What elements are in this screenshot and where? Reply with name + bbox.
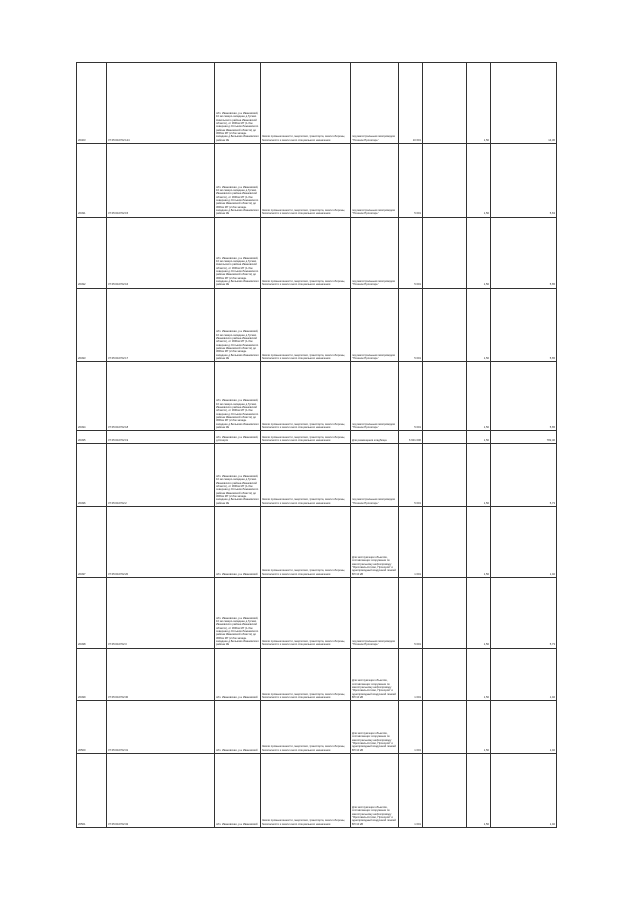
permitted-use-cell: Для эксплуатации объектов, составляющих сооружение по магистральному нефтепроводу "Ярославль-Кстово, Прохоров" и однопроводный воздушной линией ВЛ 10 кВ <box>351 754 399 828</box>
cadastral-number: 37:05:010702:17 <box>107 288 215 362</box>
rate-cell: 1,50 <box>467 577 491 648</box>
sum-cell: 5,65 <box>491 217 557 288</box>
land-category-cell: Земли промышленности, энергетики, транспорта, земли обороны, безопасности и земли иного специального назначения <box>261 701 351 754</box>
sum-cell: 1,02 <box>491 754 557 828</box>
row-number: 20501 <box>77 754 107 828</box>
rate-cell: 1,50 <box>467 754 491 828</box>
table-row <box>77 431 557 444</box>
address-cell: обл. Ивановская, р-н Ивановский <box>215 701 261 754</box>
address-cell: обл. Ивановская, р-н Ивановский, 10 км северо-западнее д.Гусево Ивановского района Ивановской области), от 36Ром МГ (1-бок северная д.Олтыков Лежневского района Ивановской области) до 36Ром МГ (2-бок западн. западнее д.Бельково Ивановского района Ив <box>215 288 261 362</box>
rate-cell: 1,50 <box>467 143 491 217</box>
table-row <box>77 143 557 217</box>
area-cell: 1 001 <box>399 507 423 578</box>
rate-cell: 1,50 <box>467 701 491 754</box>
sum-cell: 1,02 <box>491 507 557 578</box>
address-cell: обл. Ивановская, р-н Ивановский <box>215 648 261 701</box>
row-number: 20500 <box>77 701 107 754</box>
area-cell: 5 001 <box>399 362 423 431</box>
rate-cell: 1,50 <box>467 507 491 578</box>
permitted-use-cell: под магистральным газопроводом "Починок-Пролетарь" <box>351 143 399 217</box>
table-row <box>77 648 557 701</box>
area-cell: 5 001 <box>399 288 423 362</box>
cadastral-number: 37:05:010702:32 <box>107 754 215 828</box>
permitted-use-cell: под магистральным газопроводом "Починок-Пролетарь" <box>351 217 399 288</box>
table-row <box>77 63 557 144</box>
address-cell: обл. Ивановская, р-н Ивановский, 10 км северо-западнее д.Гусево Никольского района Ивановской области), от 36Ром МГ (1-бок северная д.Олтыков Лежневского района Ивановской области) до 36Ром МГ (2-бок западн. западнее д.Бельково Ивановского района Ив <box>215 63 261 144</box>
permitted-use-cell: под магистральным газопроводом "Починок-Пролетарь" <box>351 63 399 144</box>
land-category-cell: Земли промышленности, энергетики, транспорта, земли обороны, безопасности и земли иного специального назначения <box>261 754 351 828</box>
sum-cell: 5,73 <box>491 577 557 648</box>
area-cell: 5 001 <box>399 577 423 648</box>
row-number: 20493 <box>77 288 107 362</box>
row-number: 20491 <box>77 143 107 217</box>
value-cell <box>423 444 467 507</box>
value-cell <box>423 701 467 754</box>
cadastral-number: 37:05:010702:18 <box>107 362 215 431</box>
permitted-use-cell: под магистральным газопроводом "Починок-Пролетарь" <box>351 362 399 431</box>
rate-cell: 1,50 <box>467 362 491 431</box>
address-cell: обл. Ивановская, р-н Ивановский, 10 км северо-западнее д.Гусево Ивановского района Ивановской области), от 36Ром МГ (1-бок северная д.Олтыков Лежневского района Ивановской области) до 36Ром МГ (2-бок западн. западнее д.Бельково Ивановского района Ив <box>215 143 261 217</box>
address-cell: обл. Ивановская, р-н Ивановский, 10 км северо-западнее д.Гусево Ивановского района Ивановской области), от 36Ром МГ (1-бок северная д.Олтыков Лежневского района Ивановской области) до 36Ром МГ (2-бок западн. западнее д.Бельково Ивановского района Ив <box>215 577 261 648</box>
table-row <box>77 577 557 648</box>
table-row <box>77 754 557 828</box>
cadastral-number: 37:05:010702:124 <box>107 63 215 144</box>
land-category-cell: Земли промышленности, энергетики, транспорта, земли обороны, безопасности и земли иного специального назначения <box>261 143 351 217</box>
permitted-use-cell: Для эксплуатации объектов, составляющих сооружение по магистральному нефтепроводу "Ярославль-Кстово, Прохоров" и однопроводный воздушной линией ВЛ 10 кВ <box>351 701 399 754</box>
rate-cell: 1,50 <box>467 431 491 444</box>
value-cell <box>423 754 467 828</box>
row-number: 20499 <box>77 648 107 701</box>
sum-cell: 5,65 <box>491 288 557 362</box>
sum-cell: 5,63 <box>491 143 557 217</box>
area-cell: 1 001 <box>399 648 423 701</box>
land-category-cell: Земли промышленности, энергетики, транспорта, земли обороны, безопасности и земли иного специального назначения <box>261 577 351 648</box>
permitted-use-cell: под магистральным газопроводом "Починок-Пролетарь" <box>351 577 399 648</box>
table-row <box>77 444 557 507</box>
land-register-table <box>76 62 557 828</box>
land-category-cell: Земли промышленности, энергетики, транспорта, земли обороны, безопасности и земли иного специального назначения <box>261 288 351 362</box>
row-number: 20492 <box>77 217 107 288</box>
area-cell: 5 001 <box>399 143 423 217</box>
value-cell <box>423 431 467 444</box>
land-category-cell: Земли промышленности, энергетики, транспорта, земли обороны, безопасности и земли иного специального назначения <box>261 507 351 578</box>
permitted-use-cell: Для эксплуатации объектов, составляющих сооружение по магистральному нефтепроводу "Ярославль-Кстово, Прохоров" и однопроводный воздушной линией ВЛ 10 кВ <box>351 507 399 578</box>
value-cell <box>423 507 467 578</box>
row-number: 20496 <box>77 444 107 507</box>
permitted-use-cell: под магистральным газопроводом "Починок-Пролетарь" <box>351 288 399 362</box>
sum-cell: 14,36 <box>491 63 557 144</box>
cadastral-number: 37:05:010702:15 <box>107 143 215 217</box>
sum-cell: 1,02 <box>491 648 557 701</box>
address-cell: обл. Ивановская, р-н Ивановский <box>215 754 261 828</box>
sum-cell: 1,02 <box>491 701 557 754</box>
land-category-cell: Земли промышленности, энергетики, транспорта, земли обороны, безопасности и земли иного специального назначения <box>261 431 351 444</box>
table-row <box>77 701 557 754</box>
table-row <box>77 507 557 578</box>
area-cell: 5 001 <box>399 444 423 507</box>
row-number: 20495 <box>77 431 107 444</box>
permitted-use-cell: Для эксплуатации объектов, составляющих сооружение по магистральному нефтепроводу "Ярославль-Кстово, Прохоров" и однопроводный воздушной линией ВЛ 10 кВ <box>351 648 399 701</box>
rate-cell: 1,50 <box>467 217 491 288</box>
rate-cell: 1,50 <box>467 63 491 144</box>
value-cell <box>423 217 467 288</box>
table-row <box>77 217 557 288</box>
cadastral-number: 37:05:010702:3 <box>107 577 215 648</box>
land-category-cell: Земли промышленности, энергетики, транспорта, земли обороны, безопасности и земли иного специального назначения <box>261 63 351 144</box>
permitted-use-cell: Для размещения кладбища <box>351 431 399 444</box>
address-cell: обл. Ивановская, р-н Ивановский, д.Кочерги <box>215 431 261 444</box>
rate-cell: 1,50 <box>467 648 491 701</box>
row-number: 20498 <box>77 577 107 648</box>
cadastral-number: 37:05:010702:16 <box>107 217 215 288</box>
row-number: 20403 <box>77 63 107 144</box>
row-number: 20497 <box>77 507 107 578</box>
row-number: 20494 <box>77 362 107 431</box>
area-cell: 1 001 <box>399 701 423 754</box>
rate-cell: 1,50 <box>467 288 491 362</box>
table-row <box>77 288 557 362</box>
address-cell: обл. Ивановская, р-н Ивановский <box>215 507 261 578</box>
cadastral-number: 37:05:010702:20 <box>107 507 215 578</box>
cadastral-number: 37:05:010702:31 <box>107 701 215 754</box>
value-cell <box>423 648 467 701</box>
cadastral-number: 37:05:010702:19 <box>107 431 215 444</box>
value-cell <box>423 63 467 144</box>
address-cell: обл. Ивановская, р-н Ивановский, 10 км северо-западнее д.Гусево Ивановского района Ивановской области), от 36Ром МГ (1-бок северная д.Олтыков Лежневского района Ивановской области) до 36Ром МГ (2-бок западн. западнее д.Бельково Ивановского района Ив <box>215 362 261 431</box>
address-cell: обл. Ивановская, р-н Ивановский, 10 км северо-западнее д.Гусево Никольского района Ивановской области), от 36Ром МГ (1-бок северная д.Олтыков Лежневского района Ивановской области) до 36Ром МГ (2-бок западн. западнее д.Бельково Ивановского района Ив <box>215 217 261 288</box>
table-body <box>77 63 557 828</box>
area-cell: 1 001 <box>399 754 423 828</box>
land-category-cell: Земли промышленности, энергетики, транспорта, земли обороны, безопасности и земли иного специального назначения <box>261 444 351 507</box>
sum-cell: 782,46 <box>491 431 557 444</box>
sum-cell: 5,73 <box>491 444 557 507</box>
land-category-cell: Земли промышленности, энергетики, транспорта, земли обороны, безопасности и земли иного специального назначения <box>261 648 351 701</box>
cadastral-number: 37:05:010702:2 <box>107 444 215 507</box>
land-category-cell: Земли промышленности, энергетики, транспорта, земли обороны, безопасности и земли иного специального назначения <box>261 362 351 431</box>
permitted-use-cell: под магистральным газопроводом "Починок-Пролетарь" <box>351 444 399 507</box>
address-cell: обл. Ивановская, р-н Ивановский, 10 км северо-западнее д.Гусево Ивановского района Ивановской области), от 36Ром МГ (1-бок северная д.Олтыков Лежневского района Ивановской области) до 36Ром МГ (2-бок западн. западнее д.Бельково Ивановского района Ив <box>215 444 261 507</box>
value-cell <box>423 288 467 362</box>
sum-cell: 5,65 <box>491 362 557 431</box>
value-cell <box>423 362 467 431</box>
area-cell: 5 001 <box>399 217 423 288</box>
area-cell: 6 601 000 <box>399 431 423 444</box>
cadastral-number: 37:05:010702:30 <box>107 648 215 701</box>
area-cell: 10 601 <box>399 63 423 144</box>
value-cell <box>423 143 467 217</box>
rate-cell: 1,50 <box>467 444 491 507</box>
table-row <box>77 362 557 431</box>
value-cell <box>423 577 467 648</box>
land-category-cell: Земли промышленности, энергетики, транспорта, земли обороны, безопасности и земли иного специального назначения <box>261 217 351 288</box>
